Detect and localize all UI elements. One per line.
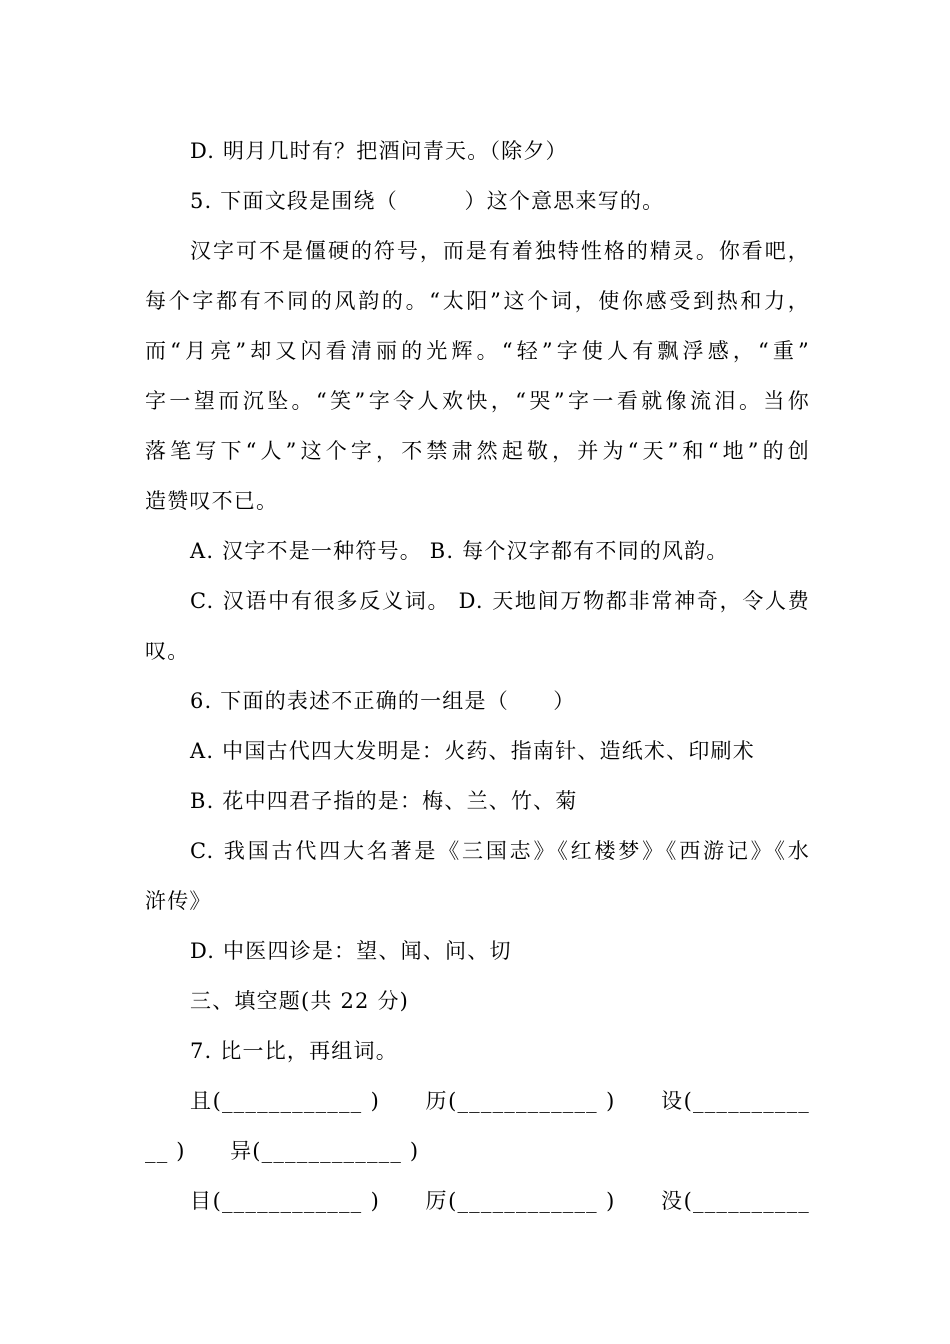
q6-option-c-cont: 浒传》 <box>145 889 212 913</box>
q5-options-cd: C. 汉语中有很多反义词。 D. 天地间万物都非常神奇，令人费 <box>190 589 810 613</box>
q6-option-a: A. 中国古代四大发明是：火药、指南针、造纸术、印刷术 <box>190 739 755 763</box>
q6-option-c: C. 我国古代四大名著是《三国志》《红楼梦》《西游记》《水 <box>190 839 810 863</box>
q5-options-cd-cont: 叹。 <box>145 639 190 663</box>
passage-line-5: 落笔写下“人”这个字，不禁肃然起敬，并为“天”和“地”的创 <box>145 439 810 463</box>
q7-row-1: 且(____________ ) 历(____________ ) 设(__________ <box>190 1089 810 1113</box>
passage-line-3: 而“月亮”却又闪看清丽的光辉。“轻”字使人有飘浮感，“重” <box>145 339 810 363</box>
passage-line-1: 汉字可不是僵硬的符号，而是有着独特性格的精灵。你看吧， <box>190 239 810 263</box>
q7-stem: 7. 比一比，再组词。 <box>190 1039 398 1063</box>
section-three-heading: 三、填空题(共 22 分) <box>190 989 410 1013</box>
q7-row-1-cont: __ ) 异(____________ ) <box>145 1139 420 1163</box>
q6-option-d: D. 中医四诊是：望、闻、问、切 <box>190 939 512 963</box>
passage-line-4: 字一望而沉坠。“笑”字令人欢快，“哭”字一看就像流泪。当你 <box>145 389 810 413</box>
passage-line-6: 造赞叹不已。 <box>145 489 279 513</box>
q6-option-b: B. 花中四君子指的是：梅、兰、竹、菊 <box>190 789 578 813</box>
q7-row-2: 目(____________ ) 厉(____________ ) 没(__________ <box>190 1189 810 1213</box>
q5-stem: 5. 下面文段是围绕（ ）这个意思来写的。 <box>190 189 665 213</box>
q5-options-ab: A. 汉字不是一种符号。 B. 每个汉字都有不同的风韵。 <box>190 539 729 563</box>
q6-stem: 6. 下面的表述不正确的一组是（ ） <box>190 689 576 713</box>
passage-line-2: 每个字都有不同的风韵的。“太阳”这个词，使你感受到热和力， <box>145 289 810 313</box>
q4-option-d: D. 明月几时有？把酒问青天。（除夕） <box>190 139 568 163</box>
